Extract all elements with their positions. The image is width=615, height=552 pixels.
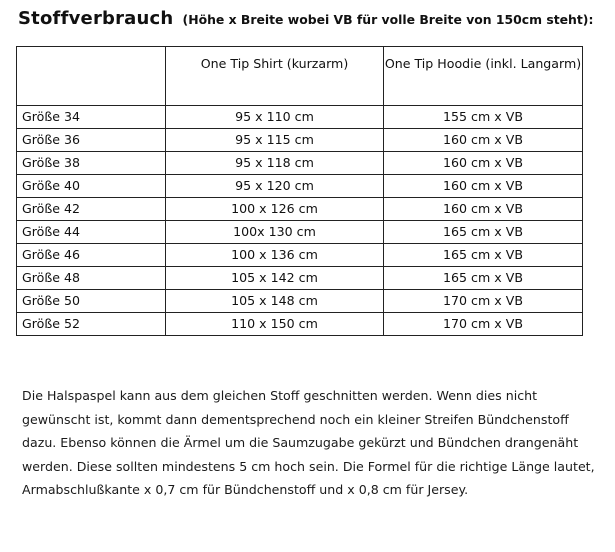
shirt-fabric-cell: 110 x 150 cm bbox=[166, 313, 384, 336]
table-row bbox=[17, 198, 583, 221]
table-row bbox=[17, 129, 583, 152]
shirt-fabric-cell: 105 x 142 cm bbox=[166, 267, 384, 290]
size-cell: Größe 46 bbox=[17, 244, 166, 267]
table-row bbox=[17, 175, 583, 198]
shirt-fabric-cell: 100x 130 cm bbox=[166, 221, 384, 244]
table-row bbox=[17, 290, 583, 313]
size-cell: Größe 48 bbox=[17, 267, 166, 290]
shirt-fabric-cell: 95 x 110 cm bbox=[166, 106, 384, 129]
header-size bbox=[17, 47, 166, 106]
size-cell: Größe 42 bbox=[17, 198, 166, 221]
page-heading bbox=[18, 6, 608, 33]
shirt-fabric-cell: 95 x 115 cm bbox=[166, 129, 384, 152]
hoodie-fabric-cell: 165 cm x VB bbox=[384, 267, 583, 290]
shirt-fabric-cell: 95 x 120 cm bbox=[166, 175, 384, 198]
table-row bbox=[17, 244, 583, 267]
size-cell: Größe 44 bbox=[17, 221, 166, 244]
table-row bbox=[17, 106, 583, 129]
table-header-row bbox=[17, 47, 583, 106]
table-row bbox=[17, 152, 583, 175]
hoodie-fabric-cell: 160 cm x VB bbox=[384, 198, 583, 221]
shirt-fabric-cell: 105 x 148 cm bbox=[166, 290, 384, 313]
size-cell: Größe 52 bbox=[17, 313, 166, 336]
shirt-fabric-cell: 95 x 118 cm bbox=[166, 152, 384, 175]
shirt-fabric-cell: 100 x 136 cm bbox=[166, 244, 384, 267]
page-subtitle: (Höhe x Breite wobei VB für volle Breite von 150cm steht): bbox=[182, 12, 594, 27]
size-cell: Größe 34 bbox=[17, 106, 166, 129]
instructions-paragraph: Die Halspaspel kann aus dem gleichen Stoff geschnitten werden. Wenn dies nicht gewünscht ist, kommt dann dementsprechend noch ein kleiner Streifen Bündchenstoff dazu. Ebenso können die Ärmel um die Saumzugabe gekürzt und Bündchen drangenäht werden. Diese sollten mindestens 5 cm hoch sein. Die Formel für die richtige Länge lautet, Armabschlußkante x 0,7 cm für Bündchenstoff und x 0,8 cm für Jersey. bbox=[22, 388, 595, 497]
hoodie-fabric-cell: 165 cm x VB bbox=[384, 221, 583, 244]
header-shirt: One Tip Shirt (kurzarm) bbox=[166, 47, 384, 106]
size-cell: Größe 40 bbox=[17, 175, 166, 198]
hoodie-fabric-cell: 160 cm x VB bbox=[384, 152, 583, 175]
size-cell: Größe 38 bbox=[17, 152, 166, 175]
hoodie-fabric-cell: 160 cm x VB bbox=[384, 129, 583, 152]
hoodie-fabric-cell: 160 cm x VB bbox=[384, 175, 583, 198]
table-row bbox=[17, 313, 583, 336]
size-cell: Größe 50 bbox=[17, 290, 166, 313]
table-row bbox=[17, 267, 583, 290]
hoodie-fabric-cell: 170 cm x VB bbox=[384, 313, 583, 336]
fabric-usage-table bbox=[16, 46, 583, 336]
size-cell: Größe 36 bbox=[17, 129, 166, 152]
hoodie-fabric-cell: 170 cm x VB bbox=[384, 290, 583, 313]
page-title: Stoffverbrauch bbox=[18, 8, 174, 29]
header-hoodie: One Tip Hoodie (inkl. Langarm) bbox=[384, 47, 583, 106]
hoodie-fabric-cell: 155 cm x VB bbox=[384, 106, 583, 129]
table-row bbox=[17, 221, 583, 244]
hoodie-fabric-cell: 165 cm x VB bbox=[384, 244, 583, 267]
shirt-fabric-cell: 100 x 126 cm bbox=[166, 198, 384, 221]
